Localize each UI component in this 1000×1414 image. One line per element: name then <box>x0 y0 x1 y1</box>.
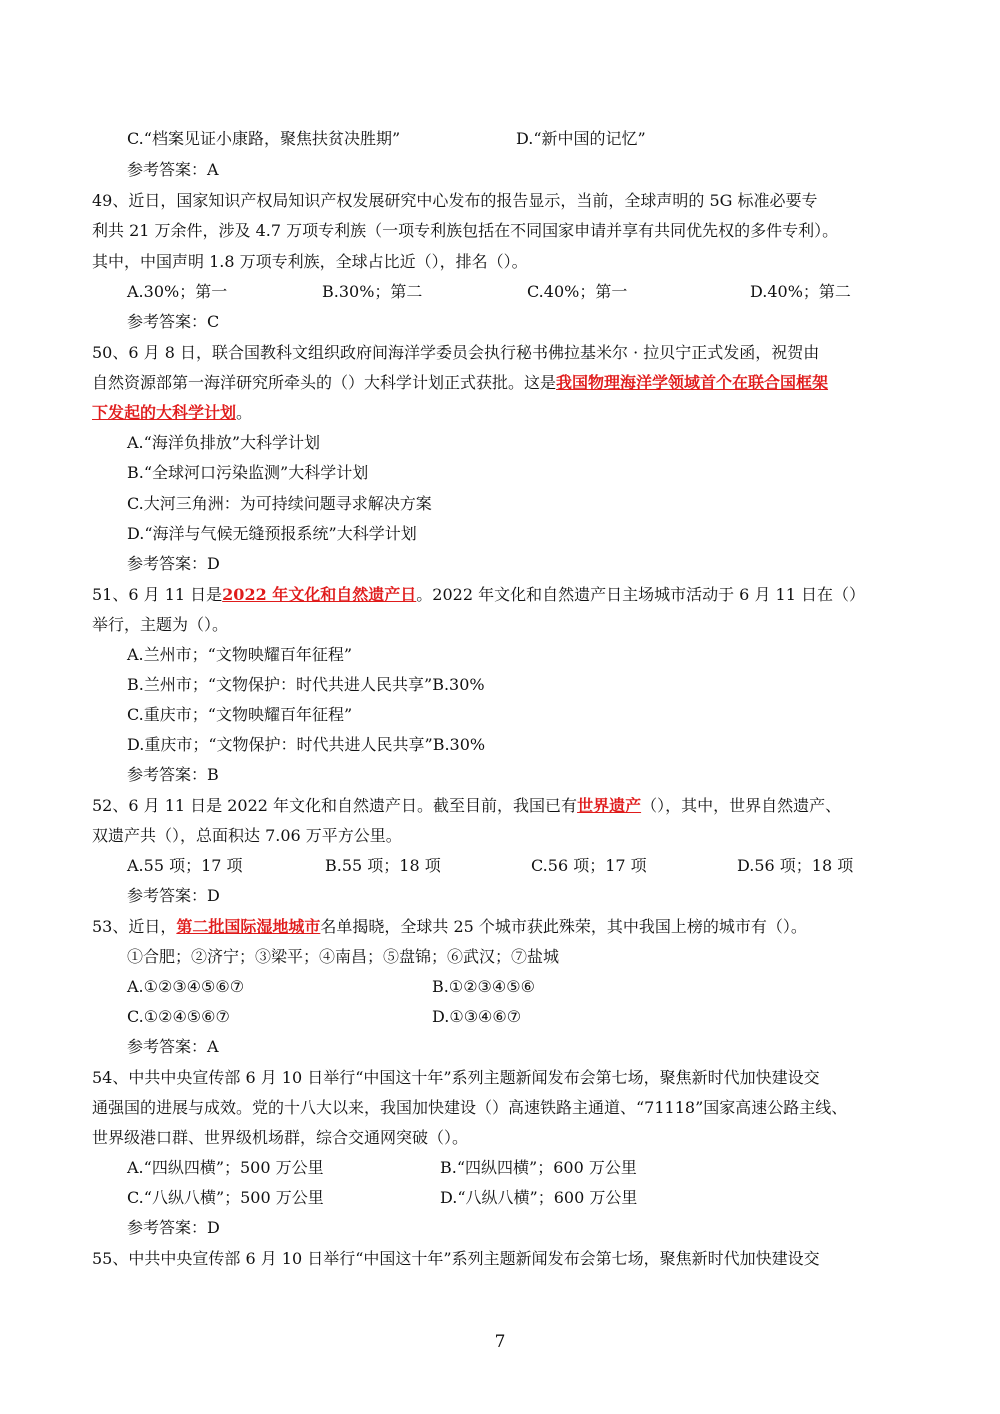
q50-option-b: B.“全球河口污染监测”大科学计划 <box>127 463 369 482</box>
q52-option-a: A.55 项；17 项 <box>127 856 243 875</box>
q52-answer: 参考答案：D <box>127 886 220 905</box>
q51-text-post: 。2022 年文化和自然遗产日主场城市活动于 6 月 11 日在（） <box>416 585 865 604</box>
q51-answer: 参考答案：B <box>127 765 219 784</box>
q50-option-a: A.“海洋负排放”大科学计划 <box>127 433 321 452</box>
q51-option-a: A.兰州市；“文物映耀百年征程” <box>127 645 353 664</box>
q51-highlight: 2022 年文化和自然遗产日 <box>222 585 417 604</box>
q50-text-line2 <box>92 372 828 394</box>
q49-option-d: D.40%；第二 <box>750 282 851 301</box>
q49-option-a: A.30%；第一 <box>127 282 228 301</box>
q49-answer: 参考答案：C <box>127 312 220 331</box>
q49-text-line1: 49、近日，国家知识产权局知识产权发展研究中心发布的报告显示，当前，全球声明的 5G 标准必要专 <box>92 191 818 210</box>
q54-option-c: C.“八纵八横”；500 万公里 <box>127 1188 324 1207</box>
q51-option-c: C.重庆市；“文物映耀百年征程” <box>127 705 353 724</box>
q50-text-line2-plain: 自然资源部第一海洋研究所牵头的（）大科学计划正式获批。这是 <box>92 373 557 392</box>
q55-text-line1: 55、中共中央宣传部 6 月 10 日举行“中国这十年”系列主题新闻发布会第七场，聚焦新时代加快建设交 <box>92 1249 820 1268</box>
q54-option-b: B.“四纵四横”；600 万公里 <box>440 1158 637 1177</box>
page-number: 7 <box>494 1332 506 1352</box>
q52-option-c: C.56 项；17 项 <box>531 856 647 875</box>
q52-option-d: D.56 项；18 项 <box>737 856 854 875</box>
q54-text-line2: 通强国的进展与成效。党的十八大以来，我国加快建设（）高速铁路主通道、“71118”国家高速公路主线、 <box>92 1098 848 1117</box>
q51-text-line1 <box>92 584 865 606</box>
q50-text-line3 <box>92 402 252 424</box>
q50-option-d: D.“海洋与气候无缝预报系统”大科学计划 <box>127 524 417 543</box>
q50-highlight-part2: 下发起的大科学计划 <box>92 403 237 422</box>
q48-option-c: C.“档案见证小康路，聚焦扶贫决胜期” <box>127 129 401 148</box>
q50-text-line3-plain: 。 <box>236 403 253 422</box>
q51-text-line2: 举行，主题为（）。 <box>92 615 229 634</box>
q52-highlight: 世界遗产 <box>577 796 642 815</box>
q54-text-line3: 世界级港口群、世界级机场群，综合交通网突破（）。 <box>92 1128 469 1147</box>
q51-option-d: D.重庆市；“文物保护：时代共进人民共享”B.30% <box>127 735 486 754</box>
q51-option-b: B.兰州市；“文物保护：时代共进人民共享”B.30% <box>127 675 485 694</box>
q52-text-line1 <box>92 795 841 817</box>
q53-highlight: 第二批国际湿地城市 <box>176 917 321 936</box>
q50-highlight-part1: 我国物理海洋学领域首个在联合国框架 <box>556 373 829 392</box>
q53-city-list: ①合肥；②济宁；③梁平；④南昌；⑤盘锦；⑥武汉；⑦盐城 <box>127 947 560 966</box>
q54-option-d: D.“八纵八横”；600 万公里 <box>440 1188 638 1207</box>
q49-option-b: B.30%；第二 <box>322 282 423 301</box>
q52-text-post: （），其中，世界自然遗产、 <box>641 796 842 815</box>
q53-answer: 参考答案：A <box>127 1037 219 1056</box>
q53-option-d: D.①③④⑥⑦ <box>432 1007 522 1026</box>
q50-option-c: C.大河三角洲：为可持续问题寻求解决方案 <box>127 494 432 513</box>
q52-text-pre: 52、6 月 11 日是 2022 年文化和自然遗产日。截至目前，我国已有 <box>92 796 578 815</box>
q51-text-pre: 51、6 月 11 日是 <box>92 585 223 604</box>
q50-text-line1: 50、6 月 8 日，联合国教科文组织政府间海洋学委员会执行秘书佛拉基米尔 · 拉贝宁正式发函，祝贺由 <box>92 343 820 362</box>
q53-text-pre: 53、近日， <box>92 917 177 936</box>
q53-option-b: B.①②③④⑤⑥ <box>432 977 535 996</box>
q54-answer: 参考答案：D <box>127 1218 220 1237</box>
q49-text-line2: 利共 21 万余件，涉及 4.7 万项专利族（一项专利族包括在不同国家申请并享有共同优先权的多件专利）。 <box>92 221 839 240</box>
q48-answer: 参考答案：A <box>127 160 219 179</box>
q52-text-line2: 双遗产共（），总面积达 7.06 万平方公里。 <box>92 826 402 845</box>
q53-text-post: 名单揭晓，全球共 25 个城市获此殊荣，其中我国上榜的城市有（）。 <box>320 917 807 936</box>
q52-option-b: B.55 项；18 项 <box>325 856 441 875</box>
q54-text-line1: 54、中共中央宣传部 6 月 10 日举行“中国这十年”系列主题新闻发布会第七场，聚焦新时代加快建设交 <box>92 1068 820 1087</box>
q50-answer: 参考答案：D <box>127 554 220 573</box>
q54-option-a: A.“四纵四横”；500 万公里 <box>127 1158 324 1177</box>
q53-option-c: C.①②④⑤⑥⑦ <box>127 1007 230 1026</box>
q53-text-line1 <box>92 916 807 938</box>
q48-option-d: D.“新中国的记忆” <box>516 129 646 148</box>
q53-option-a: A.①②③④⑤⑥⑦ <box>127 977 245 996</box>
q49-text-line3: 其中，中国声明 1.8 万项专利族，全球占比近（），排名（）。 <box>92 252 528 271</box>
q49-option-c: C.40%；第一 <box>527 282 628 301</box>
